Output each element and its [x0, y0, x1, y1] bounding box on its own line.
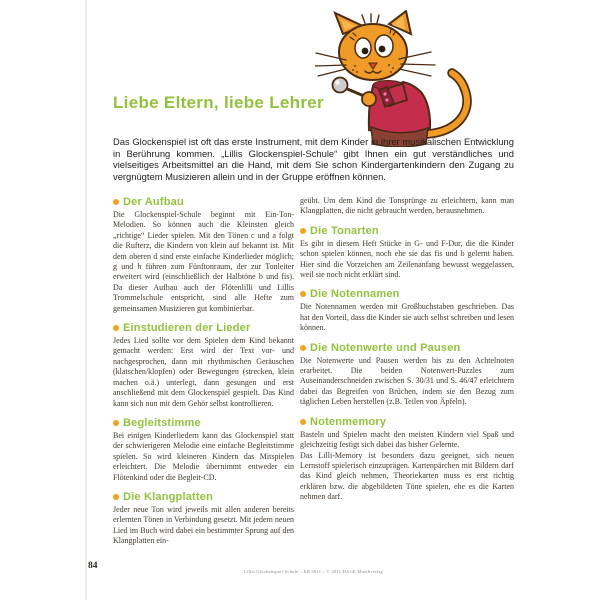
section-heading [113, 322, 294, 334]
section-bullet-icon [300, 291, 306, 297]
section-heading-label: Notenmemory [310, 415, 387, 428]
section-heading [300, 225, 514, 237]
section-body: Jedes Lied sollte vor dem Spielen dem Kind bekannt gemacht werden: Erst wird der Text vor- und nachgesprochen, dann mit rhythmischen Geräuschen (klatschen/klopfen) oder Bewegungen (strecken, klein machen o.ä.) unterlegt, dann gesungen und erst anschließend mit dem Glockenspiel gespielt. Das Kind kann sich nun mit dem Gehör selbst kontrollieren. [113, 336, 294, 408]
section-die-notenwerte-und-pausen [300, 342, 514, 408]
page-edge-line [85, 0, 87, 600]
section-bullet-icon [113, 420, 119, 426]
section-heading-label: Die Notenwerte und Pausen [310, 341, 461, 354]
section-heading-label: Die Klangplatten [123, 490, 213, 503]
section-einstudieren-der-lieder [113, 322, 294, 409]
left-column [113, 196, 294, 547]
section-heading [113, 491, 294, 503]
cat-with-mallet-illustration [315, 10, 490, 147]
section-heading [300, 288, 514, 300]
page-number: 84 [88, 561, 98, 571]
section-bullet-icon [300, 228, 306, 234]
section-heading [113, 196, 294, 208]
section-der-aufbau [113, 196, 294, 314]
intro-paragraph: Das Glockenspiel ist oft das erste Instrument, mit dem Kinder in ihrer musikalischen Entwicklung in Berührung kommen. „Lillis Glockenspiel-Schule“ gibt Ihnen ein gut verständliches und vielseitiges Arbeitsmittel an die Hand, mit dem Sie schon Kindergartenkindern den Zugang zu vergnügtem Musizieren allein und in der Gruppe eröffnen können. [113, 136, 514, 182]
section-die-klangplatten [113, 491, 294, 547]
section-body: Bei einigen Kinderliedern kann das Glockenspiel statt der schwierigeren Melodie eine einfache Begleitstimme spielen. So wird kleineren Kindern das Mitspielen erleichtert. Die Melodie übernimmt entweder ein Flötenkind oder die Begleit-CD. [113, 430, 294, 482]
section-bullet-icon [113, 199, 119, 205]
section-heading [113, 417, 294, 429]
cat-tail [427, 73, 467, 134]
section-heading [300, 342, 514, 354]
section-begleitstimme [113, 417, 294, 483]
section-bullet-icon [300, 345, 306, 351]
continuation-paragraph: geübt. Um dem Kind die Tonsprünge zu erleichtern, kann man Klangplatten, die nicht gebraucht werden, herausnehmen. [300, 196, 514, 216]
section-bullet-icon [300, 419, 306, 425]
section-heading-label: Die Tonarten [310, 224, 379, 237]
mallet-icon [333, 78, 377, 107]
footer-imprint: Lillis Glockenspiel-Schule – EH 3911 – © 2011 HAGE Musikverlag [244, 569, 383, 574]
section-heading-label: Begleitstimme [123, 416, 201, 429]
section-body: Die Notennamen werden mit Großbuchstaben geschrieben. Das hat den Vorteil, dass die Kinder sie auch selbst schreiben und lesen können. [300, 302, 514, 333]
section-heading-label: Einstudieren der Lieder [123, 322, 251, 335]
section-die-notennamen [300, 288, 514, 333]
page-title: Liebe Eltern, liebe Lehrer [113, 93, 324, 112]
cat-paw [362, 92, 376, 106]
section-body: Die Glockenspiel-Schule beginnt mit Ein-Ton-Melodien. So können auch die Kleinsten gleich „richtige“ Lieder spielen. Mit den Tönen c und a folgt die Rufterz, die Kindern von klein auf bekannt ist. Mit dem oberen d sind erste einfache Kinderlieder möglich; g und h führen zum Fünftonraum, der zur Tonleiter erweitert wird (einschließlich der Halbtöne b und fis). Da dieser Aufbau auch der Flötenlilli und Lillis Trommelschule entspricht, sind alle Hefte zum gemeinsamen Musizieren gut kombinierbar. [113, 210, 294, 313]
section-body: Jeder neue Ton wird jeweils mit allen anderen bereits erlernten Tönen in Verbindung gesetzt. Mit jedem neuen Lied im Buch wird dabei ein bestimmter Sprung auf den Klangplatten ein- [113, 504, 294, 546]
section-die-tonarten [300, 225, 514, 281]
section-heading-label: Die Notennamen [310, 288, 400, 301]
section-body: Basteln und Spielen macht den meisten Kindern viel Spaß und gleichzeitig festigt sich dabei das bisher Gelernte. [300, 429, 514, 450]
section-body: Die Notenwerte und Pausen werden bis zu den Achtelnoten erarbeitet. Die beiden Notenwert-Puzzles zum Auseinanderschneiden zwischen S. 30/31 und S. 46/47 erleichtern dabei das Begreifen von Brüchen, indem sie den Bezug zum täglichen Leben herstellen (z.B. Teilen von Äpfeln). [300, 355, 514, 407]
section-body: Das Lilli-Memory ist besonders dazu geeignet, sich neuen Lernstoff spielerisch einzuprägen. Kartenpärchen mit Bildern darf das Kind gleich nehmen, Theoriekarten muss es erst richtig erklären bzw. die abgebildeten Töne spielen, ehe es die Karten nehmen darf. [300, 450, 514, 502]
text-columns [113, 196, 514, 547]
section-notenmemory [300, 416, 514, 503]
section-bullet-icon [113, 325, 119, 331]
right-column [300, 196, 514, 547]
section-body: Es gibt in diesem Heft Stücke in G- und F-Dur, die die Kinder schon spielen können, noch ehe sie das fis und b gelernt haben. Hier sind die Vorzeichen am Zeilenanfang bewusst weggelassen, weil sie noch nicht erklärt sind. [300, 238, 514, 280]
section-bullet-icon [113, 494, 119, 500]
section-heading [300, 416, 514, 428]
section-heading-label: Der Aufbau [123, 196, 184, 208]
cat-head [315, 11, 435, 80]
